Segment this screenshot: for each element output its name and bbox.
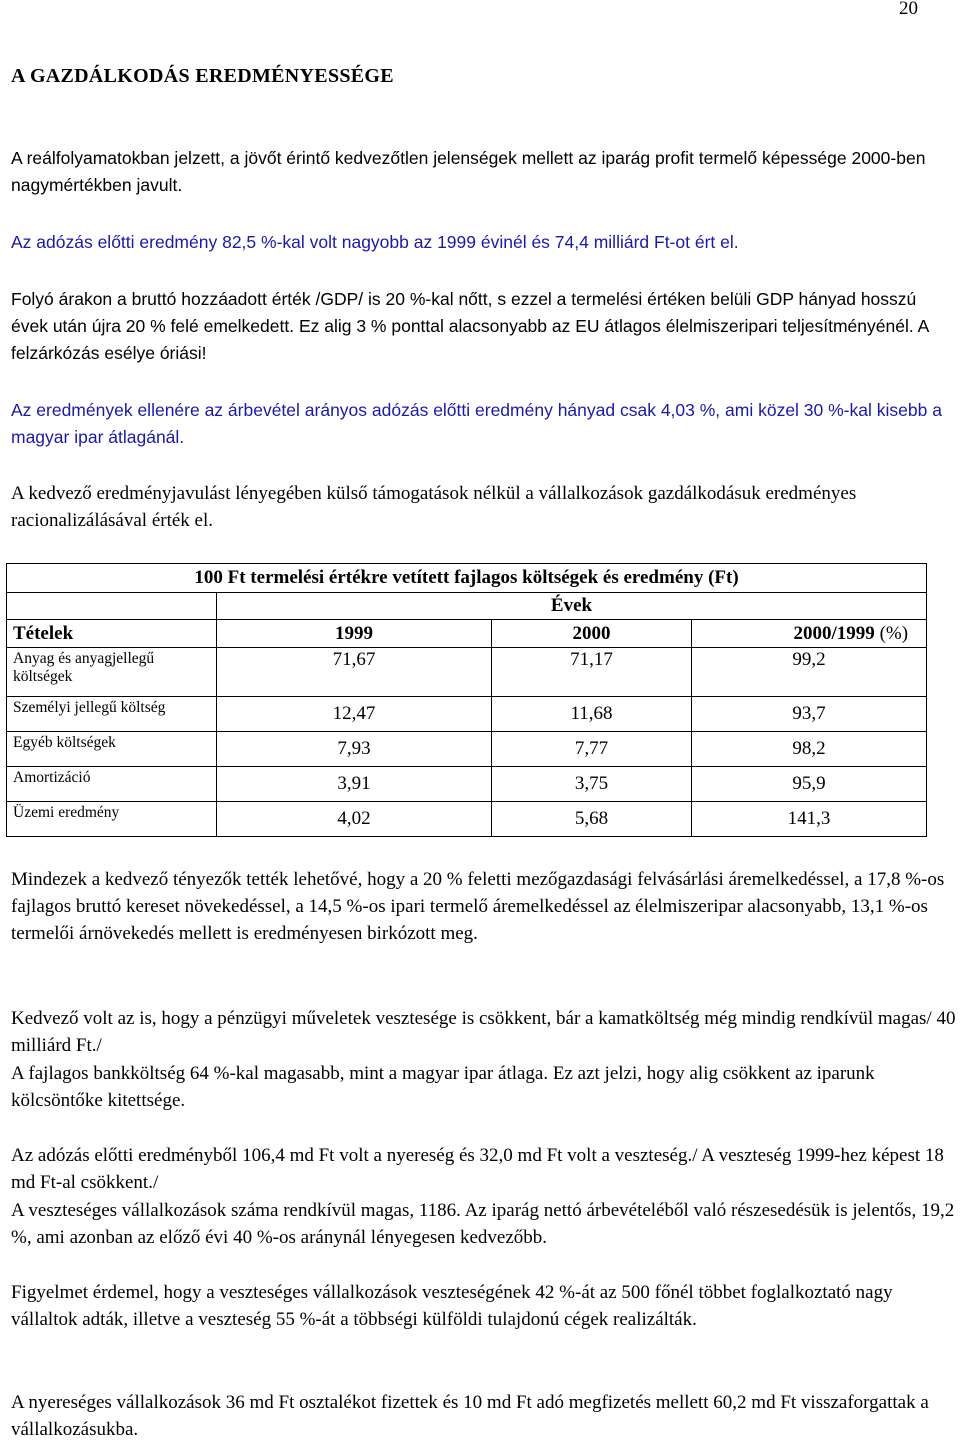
- page-number: 20: [899, 0, 918, 19]
- paragraph-large-firms-loss: Figyelmet érdemel, hogy a veszteséges vállalkozások veszteségének 42 %-át az 500 főnél többet foglalkoztató nagy vállaltok adták, illetve a veszteség 55 %-át a többségi külföldi tulajdonú cégek realizálták.: [11, 1282, 893, 1330]
- row-label: Üzemi eredmény: [7, 802, 217, 837]
- row-value-ratio: 141,3: [692, 802, 927, 837]
- column-header-ratio: [692, 620, 927, 648]
- row-value-1999: 71,67: [217, 648, 492, 697]
- column-header-ratio-label: 2000/1999: [793, 623, 875, 644]
- table-row: [7, 802, 927, 837]
- row-value-1999: 7,93: [217, 732, 492, 767]
- table-corner-cell: [7, 593, 217, 620]
- section-heading: A GAZDÁLKODÁS EREDMÉNYESSÉGE: [11, 65, 394, 87]
- row-label: Amortizáció: [7, 767, 217, 802]
- row-label: Egyéb költségek: [7, 732, 217, 767]
- paragraph-favorable-factors: Mindezek a kedvező tényezők tették lehetővé, hogy a 20 % feletti mezőgazdasági felvásárlási áremelkedéssel, a 17,8 %-os fajlagos bruttó kereset növekedéssel, a 14,5 %-os ipari termelő áremelkedéssel az élelmiszeripar alacsonyabb, 13,1 %-os termelői árnövekedés mellett is eredményesen birkózott meg.: [11, 869, 945, 944]
- years-header: Évek: [217, 593, 927, 620]
- row-label: Anyag és anyagjellegű költségek: [7, 648, 217, 697]
- paragraph-bank-cost: A fajlagos bankköltség 64 %-kal magasabb, mint a magyar ipar átlaga. Ez azt jelzi, hogy alig csökkent az iparunk kölcsöntőke kitettsége.: [11, 1063, 875, 1111]
- paragraph-profit-loss: Az adózás előtti eredményből 106,4 md Ft volt a nyereség és 32,0 md Ft volt a veszteség./ A veszteség 1999-hez képest 18 md Ft-al csökkent./: [11, 1145, 944, 1193]
- paragraph-gdp: Folyó árakon a bruttó hozzáadott érték /GDP/ is 20 %-kal nőtt, s ezzel a termelési értéken belüli GDP hányad hosszú évek után újra 20 % felé emelkedett. Ez alig 3 % ponttal alacsonyabb az EU átlagos élelmiszeripari teljesítményénél. A felzárkózás esélye óriási!: [11, 289, 929, 363]
- paragraph-revenue-ratio: Az eredmények ellenére az árbevétel arányos adózás előtti eredmény hányad csak 4,03 %, ami közel 30 %-kal kisebb a magyar ipar átlagánál.: [11, 400, 942, 447]
- table-row: [7, 767, 927, 802]
- column-header-2000: 2000: [492, 620, 692, 648]
- paragraph-loss-making-firms: A veszteséges vállalkozások száma rendkívül magas, 1186. Az iparág nettó árbevételéből való részesedésük is jelentős, 19,2 %, ami azonban az előző évi 40 %-os aránynál lényegesen kedvezőbb.: [11, 1200, 955, 1248]
- row-value-2000: 11,68: [492, 697, 692, 732]
- table-row: [7, 648, 927, 697]
- paragraph-rationalization: A kedvező eredményjavulást lényegében külső támogatások nélkül a vállalkozások gazdálkodásuk eredményes racionalizálásával érték el.: [11, 483, 857, 531]
- row-value-ratio: 99,2: [692, 648, 927, 697]
- paragraph-profit-capacity: A reálfolyamatokban jelzett, a jövőt érintő kedvezőtlen jelenségek mellett az iparág profit termelő képessége 2000-ben nagymértékben javult.: [11, 148, 926, 195]
- row-value-ratio: 95,9: [692, 767, 927, 802]
- row-value-1999: 3,91: [217, 767, 492, 802]
- column-header-1999: 1999: [217, 620, 492, 648]
- row-value-1999: 12,47: [217, 697, 492, 732]
- specific-costs-table: [6, 563, 927, 837]
- table-row: [7, 697, 927, 732]
- row-value-2000: 5,68: [492, 802, 692, 837]
- row-value-ratio: 98,2: [692, 732, 927, 767]
- paragraph-pretax-result: Az adózás előtti eredmény 82,5 %-kal volt nagyobb az 1999 évinél és 74,4 milliárd Ft-ot ért el.: [11, 232, 739, 252]
- row-value-2000: 3,75: [492, 767, 692, 802]
- paragraph-financial-loss: Kedvező volt az is, hogy a pénzügyi műveletek vesztesége is csökkent, bár a kamatköltség még mindig rendkívül magas/ 40 milliárd Ft./: [11, 1008, 956, 1056]
- row-value-1999: 4,02: [217, 802, 492, 837]
- column-header-ratio-unit: (%): [879, 623, 909, 644]
- row-label: Személyi jellegű költség: [7, 697, 217, 732]
- column-header-items: Tételek: [7, 620, 217, 648]
- paragraph-dividends: A nyereséges vállalkozások 36 md Ft osztalékot fizettek és 10 md Ft adó megfizetés mellett 60,2 md Ft visszaforgattak a vállalkozásukba.: [11, 1392, 929, 1440]
- row-value-ratio: 93,7: [692, 697, 927, 732]
- row-value-2000: 71,17: [492, 648, 692, 697]
- table-title: 100 Ft termelési értékre vetített fajlagos költségek és eredmény (Ft): [7, 564, 927, 593]
- table-row: [7, 732, 927, 767]
- row-value-2000: 7,77: [492, 732, 692, 767]
